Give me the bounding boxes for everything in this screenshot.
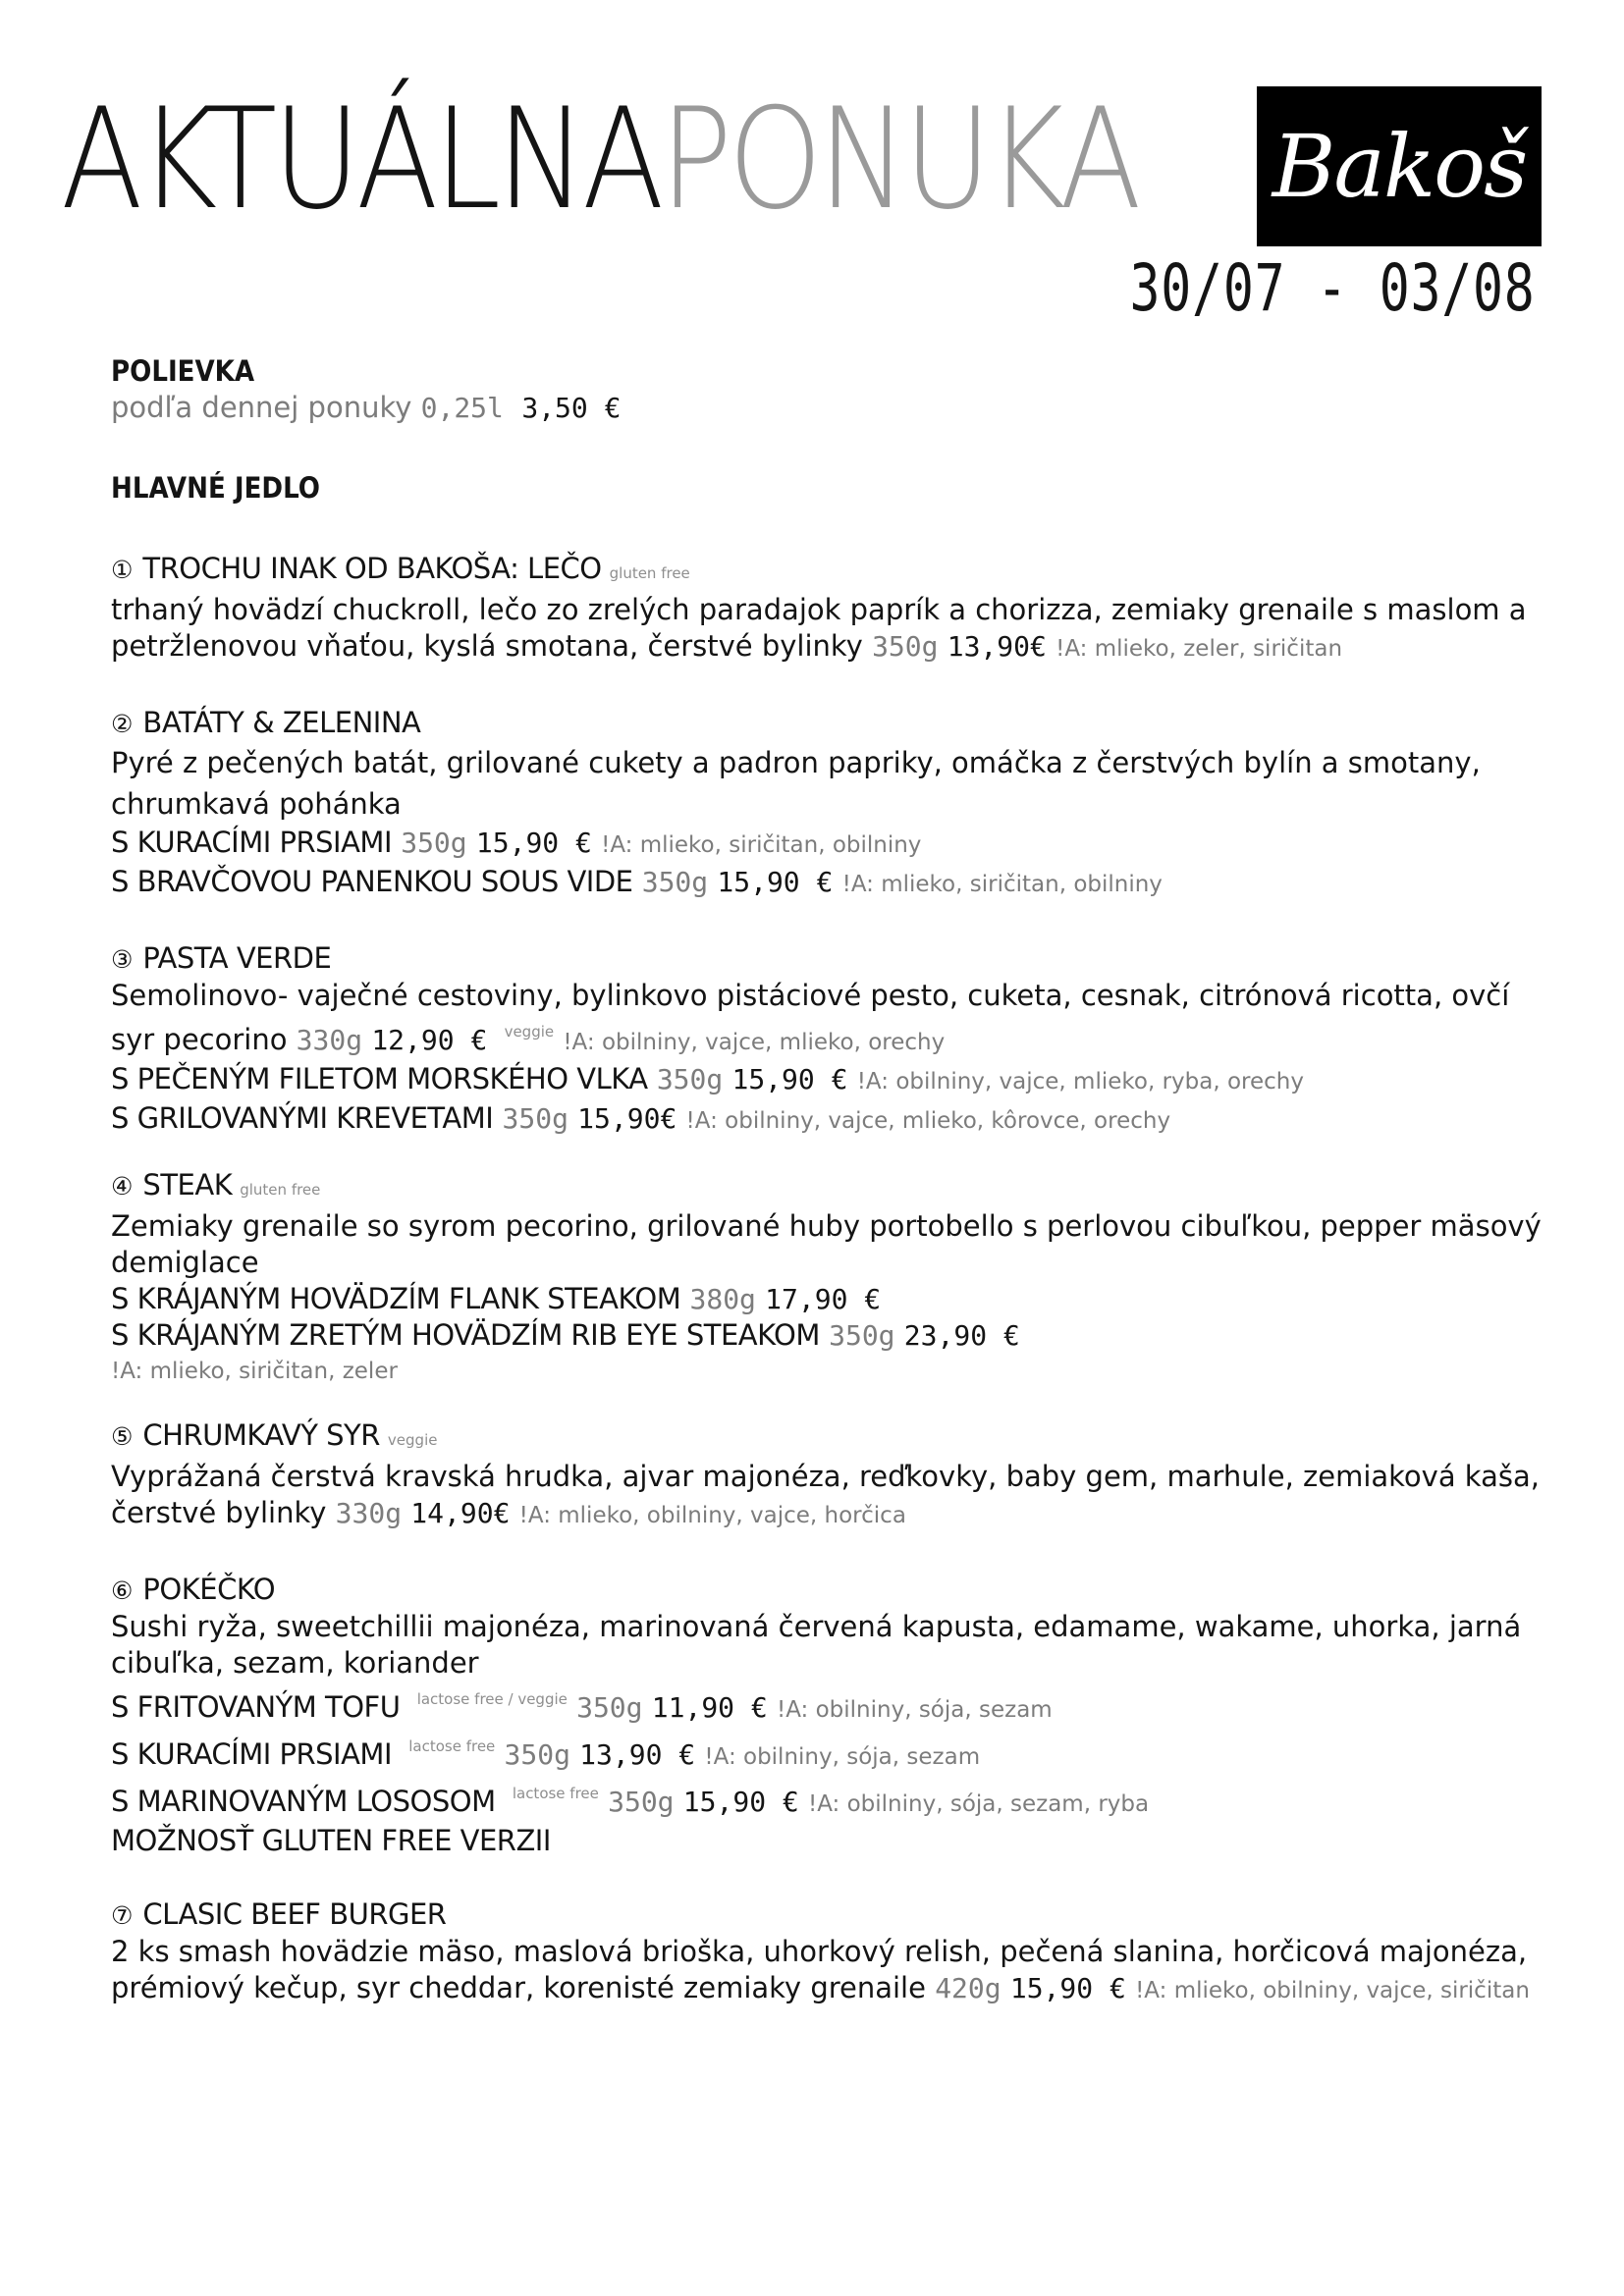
menu-item-4 [111,1167,1554,1390]
menu-item-5 [111,1417,1554,1534]
item-name: PASTA VERDE [142,941,332,975]
menu-item-2 [111,705,1554,903]
dietary-tag: veggie [504,1023,555,1041]
option-price: 17,90 € [765,1283,882,1315]
item-desc: trhaný hovädzí chuckroll, lečo zo zrelých paradajok paprík a chorizza, zemiaky grenaile s maslom a petržlenovou vňaťou, kyslá smotana, čerstvé bylinky [111,593,1527,663]
item-desc: Zemiaky grenaile so syrom pecorino, grilované huby portobello s perlovou cibuľkou, pepper mäsový demiglace [111,1209,1542,1279]
item-number: ⑤ [111,1422,134,1451]
option-price: 15,90 € [717,866,834,898]
option-allergens: !A: mlieko, siričitan, obilniny [601,832,922,858]
soup-size: 0,25l [420,392,504,424]
option-weight: 380g [689,1283,756,1315]
title-part-2: PONUKA [660,79,1138,240]
item-name: POKÉČKO [142,1573,276,1606]
dietary-tag: gluten free [240,1181,321,1199]
option-weight: 350g [829,1319,895,1352]
item-desc: Pyré z pečených batát, grilované cukety a padron papriky, omáčka z čerstvých bylín a smotany, chrumkavá pohánka [111,746,1481,821]
item-weight: 420g [935,1972,1001,2004]
option-label: S BRAVČOVOU PANENKOU SOUS VIDE [111,865,633,898]
main-heading: HLAVNÉ JEDLO [111,471,320,505]
item-option [111,1100,1554,1140]
menu-title [61,79,1138,240]
option-weight: 350g [641,866,709,898]
item-option [111,825,1554,864]
option-price: 15,90€ [577,1102,677,1135]
item-option [111,1729,1554,1776]
item-desc: 2 ks smash hovädzie mäso, maslová brioška, uhorkový relish, pečená slanina, horčicová majonéza, prémiový kečup, syr cheddar, korenisté zemiaky grenaile [111,1935,1528,2004]
title-part-1: AKTUÁLNA [61,79,661,240]
item-name: CHRUMKAVÝ SYR [142,1418,380,1452]
option-weight: 350g [608,1786,675,1818]
item-price: 12,90 € [371,1024,488,1056]
soup-line [111,390,1554,426]
item-name: BATÁTY & ZELENINA [142,706,421,739]
menu-item-1 [111,551,1554,667]
soup-heading: POLIEVKA [111,354,255,388]
menu-body [111,353,1554,2009]
item-allergens: !A: mlieko, siričitan, zeler [111,1359,398,1384]
item-option [111,1776,1554,1823]
option-weight: 350g [656,1063,724,1095]
item-number: ② [111,710,134,738]
item-allergens: !A: mlieko, obilniny, vajce, siričitan [1135,1978,1530,2003]
option-label: S FRITOVANÝM TOFU [111,1690,401,1724]
option-allergens: !A: mlieko, siričitan, obilniny [841,872,1163,897]
option-allergens: !A: obilniny, vajce, mlieko, ryba, orechy [856,1069,1304,1095]
item-name: TROCHU INAK OD BAKOŠA: LEČO [142,552,602,585]
item-desc: Vyprážaná čerstvá kravská hrudka, ajvar majonéza, reďkovky, baby gem, marhule, zemiaková kaša, čerstvé bylinky [111,1460,1540,1529]
logo-text: Bakoš [1272,116,1527,217]
option-weight: 350g [504,1738,570,1771]
option-price: 13,90 € [579,1738,696,1771]
menu-item-6 [111,1572,1554,1859]
option-allergens: !A: obilniny, sója, sezam, ryba [808,1791,1150,1817]
dietary-tag: gluten free [609,564,690,582]
option-label: S KRÁJANÝM ZRETÝM HOVÄDZÍM RIB EYE STEAKOM [111,1318,820,1352]
item-option [111,864,1554,903]
item-price: 13,90€ [947,630,1047,663]
item-desc: Sushi ryža, swеetchillii majonéza, marinovaná červená kapusta, edamame, wakame, uhorka, jarná cibuľka, sezam, koriander [111,1610,1522,1680]
dietary-tag: lactose free / veggie [416,1690,568,1708]
dietary-tag: veggie [387,1431,438,1449]
option-label: S KURACÍMI PRSIAMI [111,1737,392,1771]
soup-price: 3,50 € [521,392,622,424]
option-allergens: !A: obilniny, sója, sezam [776,1697,1053,1723]
item-number: ④ [111,1172,134,1201]
item-number: ③ [111,945,134,974]
menu-item-3 [111,940,1554,1140]
item-price: 15,90 € [1009,1972,1126,2004]
date-range: 30/07 - 03/08 [1129,250,1536,326]
option-weight: 350g [401,827,467,859]
item-price: 14,90€ [410,1497,511,1529]
option-allergens: !A: obilniny, sója, sezam [704,1744,981,1770]
option-price: 15,90 € [731,1063,848,1095]
option-label: S KURACÍMI PRSIAMI [111,826,392,859]
item-allergens: !A: mlieko, zeler, siričitan [1056,636,1343,662]
item-option [111,1682,1554,1729]
item-number: ① [111,556,134,584]
menu-item-7 [111,1896,1554,2009]
item-option [111,1281,1554,1317]
item-number: ⑥ [111,1576,134,1605]
item-option [111,1317,1554,1354]
item-weight: 330g [296,1024,363,1056]
item-allergens: !A: mlieko, obilniny, vajce, horčica [518,1503,906,1528]
option-price: 23,90 € [903,1319,1020,1352]
option-label: S GRILOVANÝMI KREVETAMI [111,1101,494,1135]
item-allergens: !A: obilniny, vajce, mlieko, orechy [563,1030,946,1055]
item-name: CLASIC BEEF BURGER [142,1897,447,1931]
option-price: 15,90 € [475,827,592,859]
option-label: S KRÁJANÝM HOVÄDZÍM FLANK STEAKOM [111,1282,681,1315]
dietary-tag: lactose free [512,1785,599,1802]
option-allergens: !A: obilniny, vajce, mlieko, kôrovce, orechy [685,1108,1171,1134]
option-label: S PEČENÝM FILETOM MORSKÉHO VLKA [111,1062,648,1095]
soup-desc: podľa dennej ponuky [111,391,412,424]
bakos-logo [1257,86,1542,246]
option-weight: 350g [576,1691,643,1724]
item-name: STEAK [142,1168,233,1201]
option-label: S MARINOVANÝM LOSOSOM [111,1785,496,1818]
item-weight: 350g [872,630,939,663]
option-price: 11,90 € [651,1691,768,1724]
option-price: 15,90 € [682,1786,799,1818]
item-option [111,1061,1554,1100]
item-weight: 330g [335,1497,403,1529]
gluten-free-note: MOŽNOSŤ GLUTEN FREE VERZII [111,1824,551,1857]
option-weight: 350g [502,1102,568,1135]
item-number: ⑦ [111,1901,134,1930]
item-desc: Semolinovo- vaječné cestoviny, bylinkovo pistáciové pesto, cuketa, cesnak, citrónová ricotta, ovčí syr pecorino [111,979,1510,1056]
dietary-tag: lactose free [408,1737,496,1755]
